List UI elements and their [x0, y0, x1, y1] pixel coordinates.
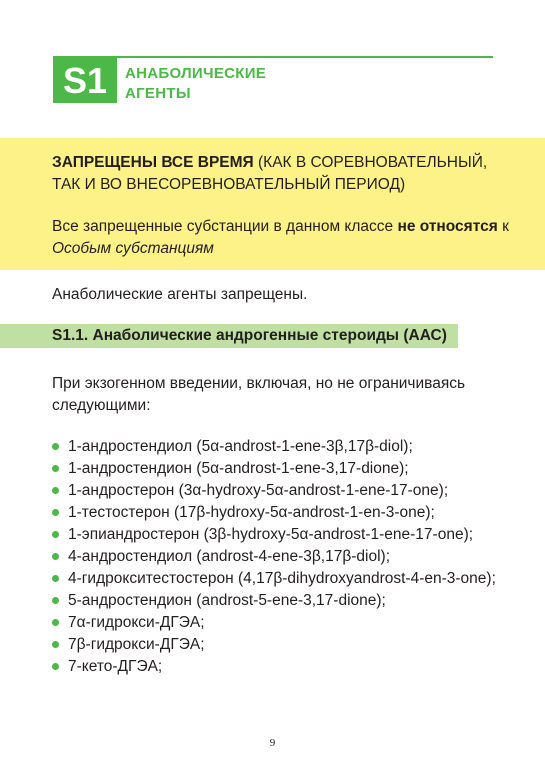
substance-name: 4-гидрокситестостерон (4,17β-dihydroxyandrost-4-en-3-one);: [68, 570, 496, 587]
bullet-icon: [52, 575, 59, 582]
list-item: [52, 590, 502, 612]
section-badge: S1: [53, 58, 117, 103]
bullet-icon: [52, 619, 59, 626]
substance-name: 5-андростендион (androst-5-ene-3,17-dione);: [68, 592, 386, 609]
substance-name: 7α-гидрокси-ДГЭА;: [68, 614, 205, 631]
bullet-icon: [52, 465, 59, 472]
statement: Анаболические агенты запрещены.: [52, 286, 308, 303]
top-rule: [53, 56, 493, 58]
list-item: [52, 634, 502, 656]
banner-heading-bold: ЗАПРЕЩЕНЫ ВСЕ ВРЕМЯ: [52, 154, 254, 171]
list-item: [52, 656, 502, 678]
substance-name: 4-андростендиол (androst-4-ene-3β,17β-diol);: [68, 548, 391, 565]
list-item: [52, 458, 502, 480]
banner-note-italic: Особым субстанциям: [52, 240, 214, 257]
bullet-icon: [52, 443, 59, 450]
substance-name: 1-эпиандростерон (3β-hydroxy-5α-androst-1-ene-17-one);: [68, 526, 474, 543]
substance-name: 1-андростендион (5α-androst-1-ene-3,17-dione);: [68, 460, 409, 477]
list-item: [52, 502, 502, 524]
bullet-icon: [52, 553, 59, 560]
list-item: [52, 546, 502, 568]
substance-name: 1-андростерон (3α-hydroxy-5α-androst-1-ene-17-one);: [68, 482, 449, 499]
banner-note-bold: не относятся: [397, 218, 498, 235]
list-item: [52, 612, 502, 634]
bullet-icon: [52, 663, 59, 670]
banner-heading: [52, 152, 492, 196]
bullet-icon: [52, 531, 59, 538]
subsection-title: S1.1. Анаболические андрогенные стероиды (ААС): [52, 327, 447, 344]
banner-note-mid: к: [497, 218, 509, 235]
substance-list: [52, 436, 502, 678]
list-item: [52, 480, 502, 502]
page-number: 9: [269, 737, 276, 749]
banner-note: [52, 216, 512, 260]
bullet-icon: [52, 641, 59, 648]
banner-heading-rest: (КАК В СОРЕВНОВАТЕЛЬНЫЙ, ТАК И ВО ВНЕСОРЕВНОВАТЕЛЬНЫЙ ПЕРИОД): [52, 154, 488, 193]
substance-name: 1-тестостерон (17β-hydroxy-5α-androst-1-en-3-one);: [68, 504, 435, 521]
substance-name: 7β-гидрокси-ДГЭА;: [68, 636, 205, 653]
list-item: [52, 436, 502, 458]
bullet-icon: [52, 509, 59, 516]
section-title: АНАБОЛИЧЕСКИЕ АГЕНТЫ: [125, 65, 267, 102]
bullet-icon: [52, 597, 59, 604]
list-item: [52, 524, 502, 546]
substance-name: 7-кето-ДГЭА;: [68, 658, 163, 675]
list-item: [52, 568, 502, 590]
substance-name: 1-андростендиол (5α-androst-1-ene-3β,17β-diol);: [68, 438, 413, 455]
banner-note-start: Все запрещенные субстанции в данном классе: [52, 218, 398, 235]
bullet-icon: [52, 487, 59, 494]
intro-text: При экзогенном введении, включая, но не ограничиваясь следующими:: [52, 375, 466, 414]
